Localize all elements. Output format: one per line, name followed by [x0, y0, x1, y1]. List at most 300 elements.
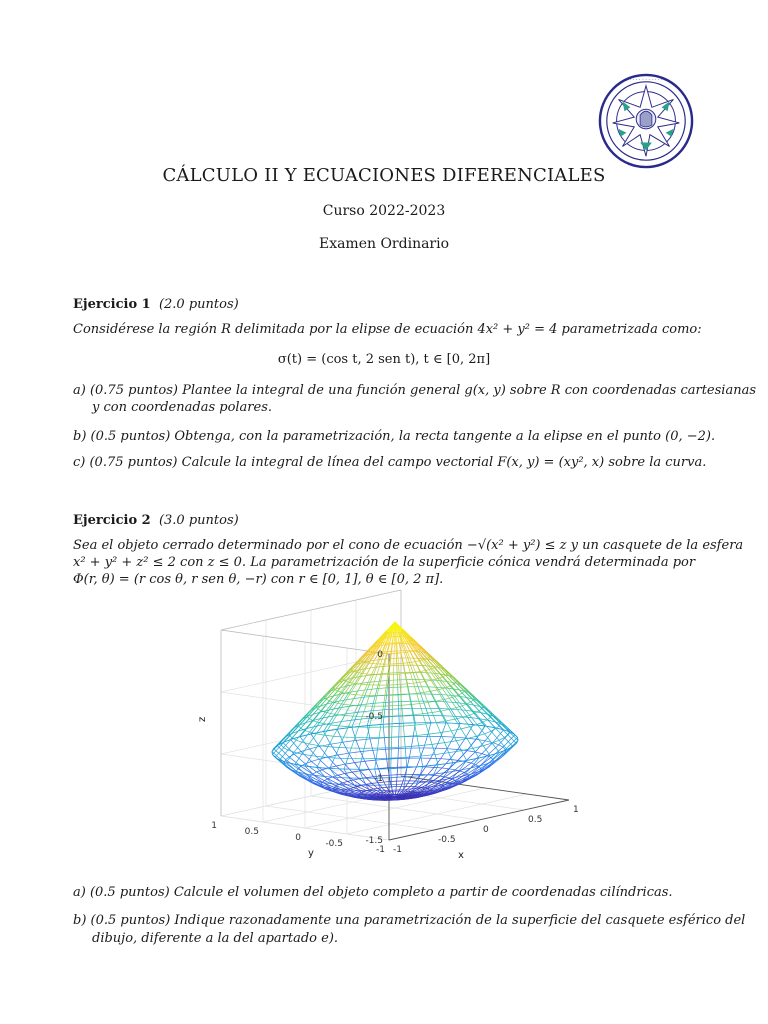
cone-mesh-line [334, 736, 344, 737]
exercise-2-heading [73, 512, 239, 530]
cone-mesh-line [426, 681, 431, 691]
cap-mesh-line [391, 777, 405, 778]
cone-mesh-line [413, 672, 416, 679]
cone-mesh-line [432, 712, 436, 722]
cap-mesh-line [297, 769, 298, 771]
cone-mesh-line [415, 662, 420, 672]
cone-mesh-line [385, 685, 386, 696]
cone-mesh-line [492, 740, 499, 743]
cap-mesh-line [386, 749, 387, 759]
cap-mesh-line [343, 785, 354, 786]
x-tick-label: -1 [393, 845, 402, 855]
cone-mesh-line [402, 705, 411, 706]
exam-type: Examen Ordinario [318, 236, 450, 252]
cap-mesh-line [413, 767, 417, 775]
cone-mesh-line [443, 675, 445, 676]
cone-mesh-line [499, 740, 507, 749]
cone-mesh-line [344, 737, 355, 738]
cap-mesh-line [328, 755, 338, 757]
cone-mesh-line [420, 682, 424, 692]
cone-mesh-line [386, 702, 399, 703]
cone-mesh-line [362, 682, 370, 683]
cone-mesh-line [426, 724, 429, 734]
exercise-1-label: Ejercicio 1 [73, 297, 151, 312]
cone-mesh-line [491, 731, 499, 740]
cone-mesh-line [370, 667, 376, 668]
cap-mesh-line [476, 739, 485, 741]
x-tick-label: 0 [483, 825, 489, 835]
cap-mesh-line [404, 783, 417, 784]
cone-mesh-line [359, 717, 363, 728]
cap-mesh-line [325, 777, 337, 778]
cone-mesh-line [417, 665, 421, 672]
cone-mesh-line [421, 755, 435, 757]
exercise-2-points: (3.0 puntos) [158, 513, 239, 528]
cap-mesh-line [482, 754, 487, 756]
cone-mesh-line [398, 653, 399, 663]
cap-mesh-line [404, 777, 405, 784]
cone-mesh [272, 622, 518, 800]
cone-mesh-line [423, 701, 426, 708]
cone-mesh-line [441, 709, 449, 711]
cone-mesh-line [462, 710, 472, 711]
cone-mesh-line [352, 720, 355, 728]
svg-text:· · · · · · · · · · · · ·: · · · · · · · · · · · · · [626, 76, 666, 83]
cap-mesh-line [428, 767, 435, 774]
exam-title: CÁLCULO II Y ECUACIONES DIFERENCIALES [162, 165, 606, 186]
cone-mesh-line [361, 703, 373, 704]
cone-mesh-line [461, 729, 467, 739]
cone-mesh-line [436, 701, 441, 711]
cone-mesh-line [405, 673, 411, 674]
cone-mesh-line [468, 717, 479, 718]
cone-mesh-line [318, 735, 324, 745]
cone-mesh-line [373, 667, 376, 675]
cap-mesh-line [372, 783, 378, 788]
cone-mesh-line [406, 757, 407, 767]
cone-mesh-line [317, 757, 323, 767]
cap-mesh-line [311, 761, 321, 769]
cap-mesh-line [313, 774, 325, 780]
cone-mesh-line [403, 725, 414, 726]
cone-mesh-line [429, 734, 432, 744]
exercise-1-item-a-line2: y con coordenadas polares. [92, 400, 273, 415]
cone-mesh-line [373, 675, 377, 686]
cone-mesh-line [329, 722, 342, 724]
cap-mesh-line [392, 790, 403, 791]
cap-mesh-line [386, 749, 399, 750]
cone-mesh-line [411, 704, 420, 705]
exercise-2-label: Ejercicio 2 [73, 513, 151, 528]
grid-line [311, 796, 479, 820]
cone-mesh-line [387, 688, 388, 695]
exercise-1-item-b: b) (0.5 puntos) Obtenga, con la parametrización, la recta tangente a la elipse en el punto (0, −2). [73, 429, 716, 444]
z-axis-label: z [197, 716, 208, 722]
cone-mesh-line [413, 683, 416, 693]
cone-mesh-line [467, 702, 471, 704]
cap-mesh-line [499, 745, 503, 747]
exercise-1-item-a-line1: a) (0.75 puntos) Plantee la integral de una función general g(x, y) sobre R con coordenadas cartesianas [73, 383, 757, 398]
cap-mesh-line [449, 769, 455, 770]
x-axis-label: x [458, 850, 464, 861]
cone-mesh-line [335, 690, 337, 691]
cap-mesh-line [383, 724, 384, 737]
cone-mesh-line [318, 709, 321, 711]
cone-mesh-line [358, 690, 367, 691]
cone-mesh-line [281, 745, 283, 748]
cone-mesh-line [483, 746, 490, 756]
cone-mesh-line [325, 687, 334, 696]
cap-mesh-line [336, 766, 344, 774]
cone-mesh-line [397, 643, 398, 653]
cap-mesh-line [450, 759, 458, 760]
cone-mesh-line [461, 727, 470, 729]
cone-mesh-line [425, 671, 431, 681]
cone-mesh-line [456, 716, 461, 723]
cone-mesh-line [404, 736, 405, 746]
cone-mesh-line [475, 713, 483, 722]
exercise-1-heading [73, 296, 239, 314]
cone-mesh-line [479, 709, 482, 711]
cone-mesh-line [440, 733, 444, 743]
cap-mesh-line [367, 726, 370, 739]
cap-mesh-line [365, 761, 369, 769]
cone-mesh-line [462, 691, 464, 693]
cap-mesh-line [436, 748, 447, 749]
cone-mesh-line [471, 700, 473, 702]
z-tick-label: -1 [374, 774, 383, 784]
exercise-2-item-a: a) (0.5 puntos) Calcule el volumen del objeto completo a partir de coordenadas cilíndricas. [73, 885, 673, 900]
cone-mesh-line [339, 715, 345, 725]
cap-mesh-line [356, 739, 370, 740]
cap-mesh-line [434, 765, 438, 774]
cone-mesh-line [339, 748, 351, 749]
cone-mesh-line [328, 747, 339, 748]
cone-mesh-line [405, 746, 419, 747]
cone-mesh-line [449, 698, 456, 708]
cone-mesh-line [436, 723, 440, 733]
cone-mesh-line [428, 702, 432, 712]
cone-mesh-line [432, 711, 441, 712]
cone-mesh-line [356, 695, 363, 696]
cone-mesh-line [309, 744, 318, 745]
cone-mesh-line [470, 715, 477, 724]
university-seal-icon [597, 72, 695, 170]
exercise-2-statement-line1: Sea el objeto cerrado determinado por el cono de ecuación −√(x² + y²) ≤ z y un casquete de la esfera [73, 538, 744, 553]
cone-mesh-line [429, 733, 441, 735]
cone-mesh-line [472, 694, 481, 702]
cap-mesh-line [356, 740, 360, 751]
cone-mesh-line [410, 665, 413, 672]
cone-mesh-line [325, 712, 330, 713]
cone-mesh-line [485, 731, 492, 734]
cone-mesh-line [431, 680, 437, 690]
cone-mesh-line [383, 696, 384, 707]
y-tick-label: 0.5 [244, 827, 259, 837]
cone-mesh-line [451, 729, 461, 731]
cone-mesh-line [449, 753, 453, 763]
cone-mesh-line [435, 753, 449, 755]
cone-mesh-line [446, 702, 456, 703]
cone-mesh-line [296, 740, 302, 742]
cone-mesh-line [399, 723, 415, 724]
cap-mesh-line [467, 751, 475, 752]
cone-mesh-line [419, 744, 432, 745]
y-tick-label: 1 [211, 821, 217, 831]
cap-mesh-line [401, 781, 403, 786]
cone-mesh-line [361, 697, 364, 705]
cone-mesh-line [467, 736, 476, 738]
y-tick-label: -1 [376, 845, 385, 855]
cone-mesh-line [432, 680, 439, 681]
cone-mesh-line [451, 731, 456, 741]
cone-mesh-line [426, 708, 429, 715]
cone-mesh-line [354, 697, 364, 698]
cap-mesh-line [441, 723, 446, 737]
cone-mesh-line [399, 643, 401, 653]
cone-mesh-line [470, 727, 477, 737]
cap-mesh-line [392, 784, 405, 785]
cone-mesh-line [431, 694, 435, 701]
cap-mesh-line [360, 770, 369, 771]
cap-mesh-line [447, 749, 457, 750]
cone-mesh-line [380, 675, 383, 686]
x-tick-label: 1 [573, 805, 579, 815]
cone-mesh-line [429, 654, 438, 662]
cone-mesh-line [367, 674, 372, 684]
cone-mesh-line [418, 658, 423, 665]
cap-mesh-line [449, 760, 458, 768]
cone-mesh-line [391, 768, 407, 769]
cap-mesh-line [384, 738, 385, 750]
cone-mesh-line [446, 719, 455, 721]
cap-mesh-line [349, 753, 355, 762]
cap-mesh-line [387, 759, 388, 768]
cone-mesh-line [406, 756, 421, 757]
cone-mesh-line [421, 671, 425, 672]
cap-mesh-line [366, 777, 373, 778]
cone-mesh-line [442, 695, 451, 696]
cap-mesh-line [441, 737, 454, 738]
cone-mesh-line [451, 709, 456, 716]
cone-mesh-line [379, 727, 380, 738]
cap-mesh-line [319, 746, 327, 757]
cap-mesh-line [434, 767, 442, 768]
cone-mesh-line [383, 723, 399, 724]
cone-mesh-line [421, 694, 424, 701]
exercise-2-item-b-line2: dibujo, diferente a la del apartado e). [92, 931, 339, 946]
cone-mesh-line [385, 709, 399, 710]
cap-mesh-line [360, 750, 372, 751]
cone-mesh-line [384, 710, 385, 717]
cone-mesh-line [428, 715, 431, 722]
cap-mesh-line [349, 752, 361, 754]
cone-mesh-line [359, 673, 363, 674]
cone-mesh-line [419, 746, 421, 756]
cone-mesh-line [421, 672, 425, 679]
cone-mesh-line [413, 714, 423, 715]
cone-mesh-line [349, 691, 358, 692]
cone-mesh-line [451, 684, 454, 686]
z-tick-label: -1.5 [365, 836, 383, 846]
cone-mesh-line [431, 690, 437, 691]
cone-mesh-line [369, 685, 373, 696]
cap-mesh-line [370, 739, 373, 750]
cone-mesh-line [351, 738, 355, 749]
cone-mesh-line [317, 722, 323, 723]
cone-mesh-line [476, 734, 484, 736]
cone-mesh-line [272, 755, 275, 758]
cone-mesh-line [445, 688, 453, 689]
cap-mesh-line [492, 755, 504, 765]
cone-mesh-line [391, 747, 405, 748]
cap-mesh-line [493, 743, 499, 745]
cone-surface-plot [195, 612, 579, 867]
cap-mesh-line [365, 760, 376, 761]
y-tick-label: 0 [295, 833, 301, 843]
cone-mesh-line [410, 673, 413, 683]
cone-mesh-line [345, 715, 353, 716]
cone-mesh-line [364, 696, 375, 697]
cap-mesh-line [328, 766, 336, 768]
cone-mesh-line [459, 695, 467, 704]
cone-mesh-line [456, 703, 465, 704]
cap-mesh-line [431, 782, 435, 783]
exercise-1-parametrization: σ(t) = (cos t, 2 sen t), t ∈ [0, 2π] [277, 352, 491, 367]
cone-mesh-line [331, 713, 338, 714]
z-tick-label: -0.5 [365, 712, 383, 722]
cone-mesh-line [417, 734, 429, 735]
cap-mesh-line [328, 757, 336, 766]
cone-mesh-line [373, 696, 375, 703]
cone-mesh-line [316, 734, 324, 735]
exercise-1-item-c: c) (0.75 puntos) Calcule la integral de línea del campo vectorial F(x, y) = (xy², x) sobre la curva. [73, 455, 707, 470]
cone-mesh-line [443, 689, 450, 699]
cone-mesh-line [437, 687, 445, 688]
cone-mesh-line [284, 748, 288, 750]
cap-mesh-line [447, 737, 454, 749]
cone-mesh-line [473, 746, 483, 749]
cap-mesh-line [376, 759, 387, 760]
cone-mesh-line [344, 704, 351, 705]
cap-mesh-line [336, 764, 345, 766]
cap-mesh-line [417, 758, 421, 767]
cone-mesh-line [421, 756, 423, 766]
cone-mesh-line [415, 661, 419, 662]
cone-mesh-line [275, 748, 284, 758]
cone-mesh-line [491, 729, 496, 732]
cone-mesh-line [339, 706, 350, 708]
cone-mesh-line [460, 724, 473, 725]
exercise-2-statement-line2: x² + y² + z² ≤ 2 con z ≤ 0. La parametrización de la superficie cónica vendrá determinada por [73, 555, 696, 570]
exercise-2-item-b-line1: b) (0.5 puntos) Indique razonadamente una parametrización de la superficie del casquete esférico del [73, 913, 746, 928]
cone-mesh-line [341, 692, 345, 693]
cone-mesh-line [393, 705, 402, 706]
exercise-2-statement-line3: Φ(r, θ) = (r cos θ, r sen θ, −r) con r ∈ [0, 1], θ ∈ [0, 2 π]. [73, 572, 444, 587]
cone-mesh-line [309, 734, 316, 744]
cone-mesh-line [407, 683, 414, 684]
cap-mesh-line [313, 772, 317, 774]
cone-mesh-line [371, 703, 373, 710]
course-year: Curso 2022-2023 [322, 203, 446, 219]
cone-mesh-line [334, 676, 343, 685]
cone-mesh-line [288, 750, 294, 752]
cap-mesh-line [406, 776, 420, 777]
cone-mesh-line [333, 678, 342, 687]
cone-mesh-line [330, 768, 344, 769]
cap-mesh-line [445, 777, 449, 778]
cone-mesh-line [385, 702, 386, 709]
cone-mesh-line [446, 721, 451, 731]
cone-mesh-line [338, 703, 344, 704]
cone-mesh-line [344, 699, 354, 701]
cone-mesh-line [326, 699, 329, 700]
cap-mesh-line [373, 749, 386, 750]
cone-mesh-line [435, 755, 438, 765]
cone-mesh-line [476, 736, 483, 746]
exercise-1-points: (2.0 puntos) [158, 297, 239, 312]
cone-mesh-line [456, 739, 467, 741]
cap-mesh-line [424, 736, 428, 748]
cone-mesh-line [351, 660, 360, 669]
cap-mesh-line [403, 789, 414, 790]
cap-mesh-line [441, 759, 450, 760]
cone-mesh-line [331, 725, 339, 726]
x-tick-label: -0.5 [438, 835, 456, 845]
cone-mesh-line [316, 696, 325, 705]
cone-mesh-line [415, 724, 426, 725]
cap-mesh-line [345, 764, 352, 772]
cap-mesh-line [311, 759, 319, 761]
cone-mesh-line [431, 691, 436, 701]
cone-mesh-line [322, 747, 328, 757]
cap-mesh-line [454, 737, 466, 738]
cap-mesh-line [468, 773, 480, 780]
y-tick-label: -0.5 [325, 839, 343, 849]
cone-mesh-line [366, 675, 373, 676]
cone-mesh-line [350, 694, 356, 695]
cone-mesh-line [286, 752, 294, 762]
cone-mesh-line [417, 735, 419, 745]
cap-mesh-line [442, 768, 449, 769]
cone-mesh-line [392, 726, 403, 727]
cap-mesh-line [323, 731, 330, 744]
cone-mesh-line [436, 721, 446, 723]
cone-mesh-line [428, 687, 432, 694]
y-axis-label: y [308, 848, 314, 859]
cone-mesh-line [417, 693, 420, 703]
cone-mesh-line [302, 754, 311, 756]
cone-mesh-line [415, 725, 417, 735]
cone-mesh-line [403, 716, 404, 726]
cap-mesh-line [436, 737, 441, 749]
cone-mesh-line [399, 674, 400, 684]
cone-mesh-line [488, 717, 491, 719]
exercise-1-statement: Considérese la región R delimitada por la elipse de ecuación 4x² + y² = 4 parametrizada como: [73, 322, 702, 337]
cone-mesh-line [386, 695, 387, 702]
cone-mesh-line [459, 693, 462, 695]
cap-mesh-line [465, 762, 471, 763]
cone-mesh-line [387, 680, 388, 687]
cap-mesh-line [338, 774, 345, 776]
z-tick-label: 0 [377, 650, 383, 660]
cone-mesh-line [302, 732, 310, 742]
cone-mesh-line [355, 727, 359, 738]
cap-mesh-line [347, 780, 353, 781]
cap-mesh-line [387, 759, 398, 760]
cap-mesh-line [421, 775, 428, 781]
cone-mesh-line [402, 705, 403, 715]
